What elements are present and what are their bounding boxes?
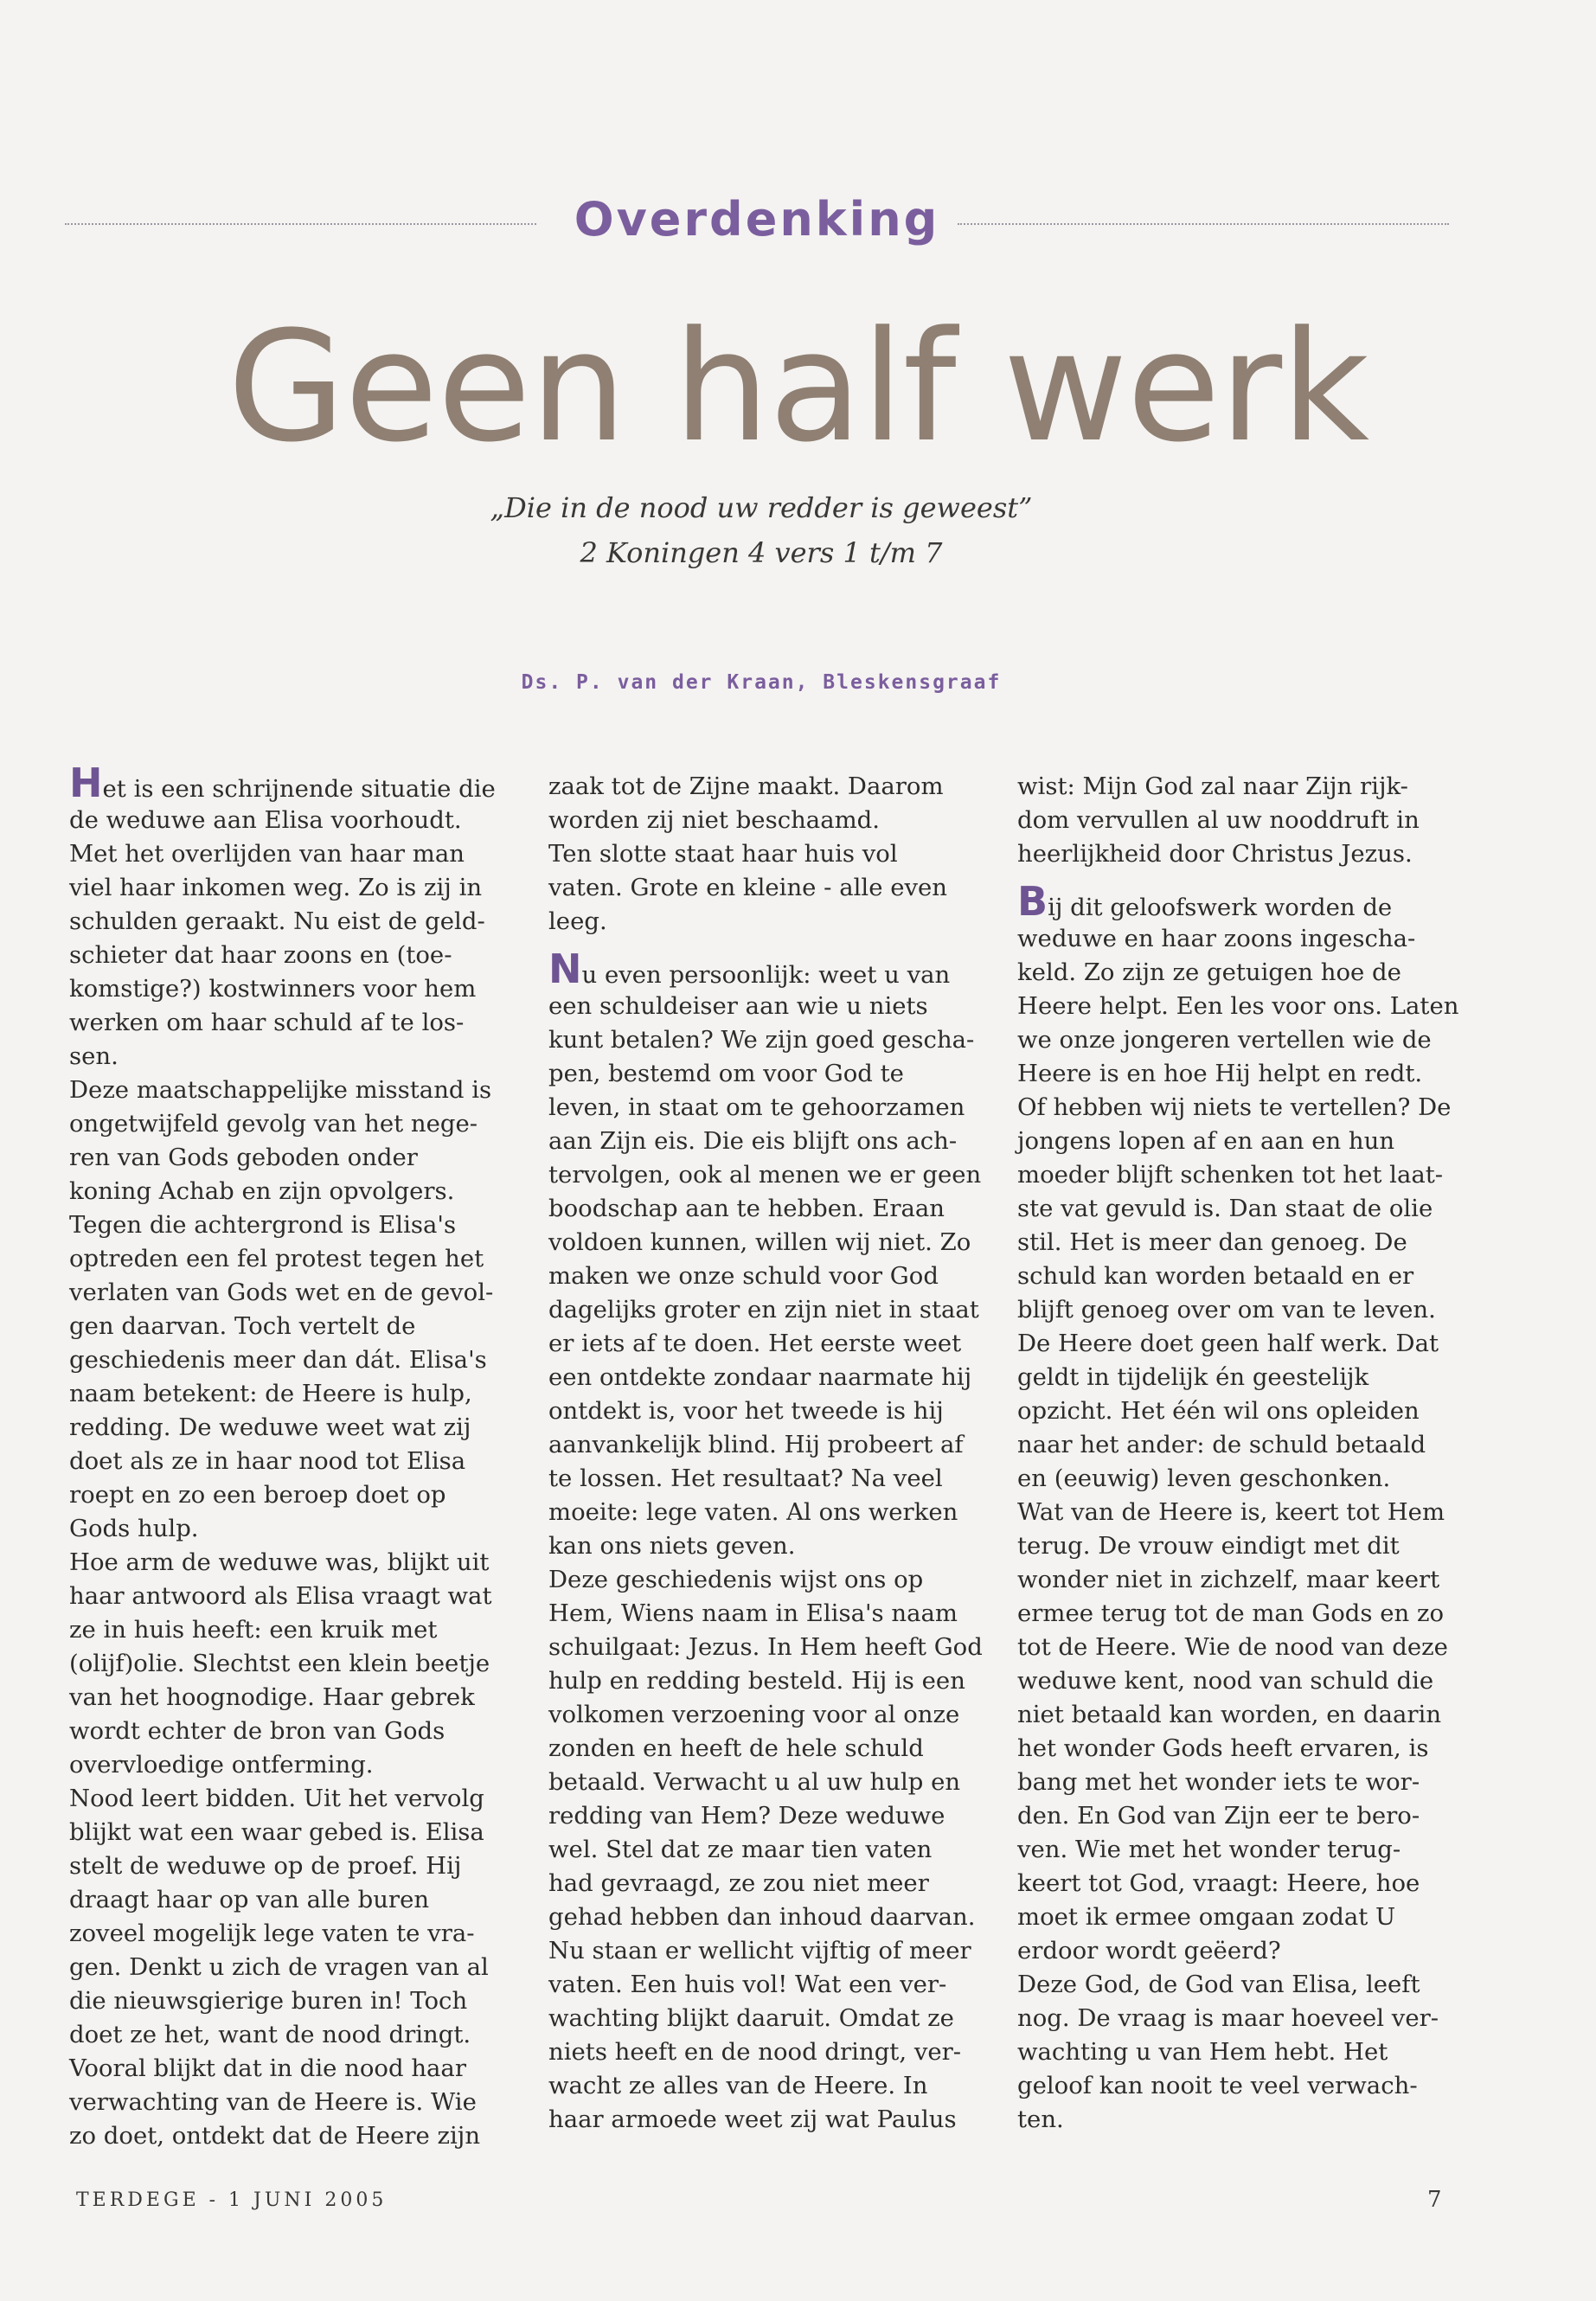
text-line [1017, 1867, 1467, 1900]
text-line [548, 1597, 998, 1631]
text-line [1017, 2035, 1467, 2069]
text-line-content: ij dit geloofswerk worden de [1048, 894, 1393, 921]
text-line-content: wordt echter de bron van Gods [69, 1717, 445, 1745]
text-line-content: leeg. [548, 907, 607, 935]
text-line [69, 1883, 519, 1917]
text-line-content: dagelijks groter en zijn niet in staat [548, 1296, 979, 1324]
article-paragraph [548, 945, 998, 2137]
publication-footer: TERDEGE - 1 JUNI 2005 [76, 2189, 388, 2211]
text-line-content: (olijf)olie. Slechtst een klein beetje [69, 1650, 490, 1677]
text-line-content: Nood leert bidden. Uit het vervolg [69, 1785, 484, 1812]
text-line-content: we onze jongeren vertellen wie de [1017, 1026, 1432, 1054]
text-line [69, 1546, 519, 1580]
text-line-content: boodschap aan te hebben. Eraan [548, 1195, 945, 1222]
text-line-content: naam betekent: de Heere is hulp, [69, 1380, 472, 1407]
text-line-content: wonder niet in zichzelf, maar keert [1017, 1566, 1440, 1593]
text-line-content: koning Achab en zijn opvolgers. [69, 1177, 455, 1205]
text-line [69, 1377, 519, 1411]
text-line [69, 1816, 519, 1849]
text-line-content: wel. Stel dat ze maar tien vaten [548, 1836, 933, 1863]
text-line-content: en (eeuwig) leven geschonken. [1017, 1465, 1391, 1492]
text-line-content: blijft genoeg over om van te leven. [1017, 1296, 1436, 1324]
text-line [548, 1023, 998, 1057]
text-line-content: viel haar inkomen weg. Zo is zij in [69, 874, 483, 901]
text-line-content: De Heere doet geen half werk. Dat [1017, 1330, 1439, 1357]
text-line-content: Nu staan er wellicht vijftig of meer [548, 1937, 971, 1965]
text-line-content: erdoor wordt geëerd? [1017, 1937, 1281, 1965]
text-line [69, 1074, 519, 1107]
text-line-content: den. En God van Zijn eer te bero- [1017, 1802, 1420, 1830]
text-line-content: ste vat gevuld is. Dan staat de olie [1017, 1195, 1433, 1222]
text-line-content: gen. Denkt u zich de vragen van al [69, 1953, 489, 1981]
text-line-content: jongens lopen af en aan en hun [1017, 1127, 1395, 1155]
text-line [548, 1361, 998, 1394]
text-line [548, 770, 998, 804]
text-line [69, 1951, 519, 1984]
text-line-content: Wat van de Heere is, keert tot Hem [1017, 1498, 1445, 1526]
text-line [69, 1310, 519, 1343]
text-line [1017, 804, 1467, 837]
dotted-rule-right [958, 223, 1449, 225]
text-line [1017, 1293, 1467, 1327]
text-column-1 [69, 760, 519, 2153]
text-line [1017, 1462, 1467, 1496]
text-line [69, 1984, 519, 2018]
text-line [548, 1158, 998, 1192]
text-line [548, 1462, 998, 1496]
text-line-content: ontdekt is, voor het tweede is hij [548, 1397, 944, 1425]
text-line [69, 1917, 519, 1951]
text-line [1017, 990, 1467, 1023]
text-line-content: ongetwijfeld gevolg van het nege- [69, 1110, 478, 1138]
text-line [548, 1394, 998, 1428]
text-line-content: wist: Mijn God zal naar Zijn rijk- [1017, 772, 1408, 800]
dotted-rule-left [65, 223, 536, 225]
text-line-content: weduwe en haar zoons ingescha- [1017, 925, 1416, 952]
text-line [69, 1478, 519, 1512]
text-line-content: terug. De vrouw eindigt met dit [1017, 1532, 1400, 1560]
text-line-content: een schuldeiser aan wie u niets [548, 992, 928, 1020]
article-paragraph [1017, 878, 1467, 2137]
text-line [69, 1208, 519, 1242]
text-line [1017, 1158, 1467, 1192]
text-line-content: niets heeft en de nood dringt, ver- [548, 2038, 962, 2066]
text-line-content: van het hoognodige. Haar gebrek [69, 1683, 475, 1711]
text-line [1017, 1091, 1467, 1125]
text-line [548, 1664, 998, 1698]
text-line [69, 1782, 519, 1816]
text-line [1017, 1968, 1467, 2002]
text-line-content: kunt betalen? We zijn goed gescha- [548, 1026, 975, 1054]
text-line [548, 2069, 998, 2103]
text-line [1017, 922, 1467, 956]
text-line-content: u even persoonlijk: weet u van [581, 961, 951, 989]
text-line-content: Of hebben wij niets te vertellen? De [1017, 1093, 1452, 1121]
text-line-content: haar antwoord als Elisa vraagt wat [69, 1582, 492, 1610]
text-line [548, 1833, 998, 1867]
text-line [1017, 1192, 1467, 1226]
text-line [548, 1529, 998, 1563]
text-line-content: keert tot God, vraagt: Heere, hoe [1017, 1869, 1420, 1897]
text-line [548, 1293, 998, 1327]
text-line-content: bang met het wonder iets te wor- [1017, 1768, 1420, 1796]
text-line-content: moeite: lege vaten. Al ons werken [548, 1498, 958, 1526]
text-line-content: nog. De vraag is maar hoeveel ver- [1017, 2004, 1439, 2032]
text-line-content: worden zij niet beschaamd. [548, 806, 881, 834]
text-line-content: vaten. Een huis vol! Wat een ver- [548, 1971, 947, 1998]
text-line [548, 1631, 998, 1664]
text-line [69, 760, 519, 806]
text-line [548, 1428, 998, 1462]
text-line [1017, 1631, 1467, 1664]
text-line [548, 2103, 998, 2137]
text-line [69, 1276, 519, 1310]
text-line [548, 1732, 998, 1766]
text-line-content: niet betaald kan worden, en daarin [1017, 1701, 1442, 1728]
text-line-content: maken we onze schuld voor God [548, 1262, 939, 1290]
text-line-content: Ten slotte staat haar huis vol [548, 840, 898, 868]
text-line-content: heerlijkheid door Christus Jezus. [1017, 840, 1413, 868]
text-line-content: roept en zo een beroep doet op [69, 1481, 446, 1509]
article-paragraph [1017, 770, 1467, 871]
text-line [1017, 770, 1467, 804]
text-line-content: werken om haar schuld af te los- [69, 1009, 465, 1036]
text-line [1017, 956, 1467, 990]
page-number: 7 [1427, 2187, 1442, 2213]
text-line-content: Deze geschiedenis wijst ons op [548, 1566, 924, 1593]
text-line [69, 1849, 519, 1883]
text-line-content: zonden en heeft de hele schuld [548, 1734, 924, 1762]
text-line [69, 1647, 519, 1681]
text-line [1017, 1226, 1467, 1259]
text-line [548, 1968, 998, 2002]
text-line-content: hulp en redding besteld. Hij is een [548, 1667, 965, 1695]
article-paragraph [548, 770, 998, 939]
text-line-content: Deze God, de God van Elisa, leeft [1017, 1971, 1420, 1998]
text-line-content: komstige?) kostwinners voor hem [69, 975, 477, 1003]
text-line [1017, 1597, 1467, 1631]
text-line [1017, 1732, 1467, 1766]
text-line-content: zaak tot de Zijne maakt. Daarom [548, 772, 944, 800]
text-line-content: ren van Gods geboden onder [69, 1144, 418, 1171]
text-line-content: wacht ze alles van de Heere. In [548, 2072, 928, 2099]
text-line-content: verwachting van de Heere is. Wie [69, 2088, 477, 2116]
text-line-content: geloof kan nooit te veel verwach- [1017, 2072, 1418, 2099]
text-line-content: weduwe kent, nood van schuld die [1017, 1667, 1434, 1695]
text-line-content: vaten. Grote en kleine - alle even [548, 874, 948, 901]
text-line-content: redding van Hem? Deze weduwe [548, 1802, 945, 1830]
text-line-content: doet als ze in haar nood tot Elisa [69, 1447, 466, 1475]
text-line-content: had gevraagd, ze zou niet meer [548, 1869, 929, 1897]
text-line [69, 1681, 519, 1715]
text-line [1017, 1125, 1467, 1158]
text-line [69, 1040, 519, 1074]
text-line [1017, 1327, 1467, 1361]
text-line [548, 1900, 998, 1934]
text-line [69, 1343, 519, 1377]
text-line-content: geschiedenis meer dan dát. Elisa's [69, 1346, 487, 1374]
text-line [1017, 1361, 1467, 1394]
text-line [1017, 2069, 1467, 2103]
text-line-content: doet ze het, want de nood dringt. [69, 2021, 471, 2048]
text-line-content: schuld kan worden betaald en er [1017, 1262, 1414, 1290]
text-line-content: et is een schrijnende situatie die [102, 775, 496, 803]
text-line [548, 1226, 998, 1259]
text-line [69, 804, 519, 837]
text-line-content: zo doet, ontdekt dat de Heere zijn [69, 2122, 481, 2150]
text-line-content: aanvankelijk blind. Hij probeert af [548, 1431, 964, 1458]
drop-cap: B [1017, 878, 1048, 925]
text-line-content: gen daarvan. Toch vertelt de [69, 1312, 416, 1340]
text-line [1017, 878, 1467, 925]
text-line [548, 1125, 998, 1158]
text-line-content: volkomen verzoening voor al onze [548, 1701, 960, 1728]
text-line [1017, 1529, 1467, 1563]
text-line-content: de weduwe aan Elisa voorhoudt. [69, 806, 462, 834]
text-line-content: Hem, Wiens naam in Elisa's naam [548, 1599, 958, 1627]
text-line-content: gehad hebben dan inhoud daarvan. [548, 1903, 976, 1931]
text-line-content: er iets af te doen. Het eerste weet [548, 1330, 962, 1357]
text-line [69, 1006, 519, 1040]
text-line [548, 945, 998, 992]
text-line-content: draagt haar op van alle buren [69, 1886, 430, 1913]
text-line-content: keld. Zo zijn ze getuigen hoe de [1017, 958, 1401, 986]
text-line-content: tot de Heere. Wie de nood van deze [1017, 1633, 1448, 1661]
text-line [1017, 2103, 1467, 2137]
text-line [1017, 1934, 1467, 1968]
text-line-content: kan ons niets geven. [548, 1532, 796, 1560]
article-paragraph [69, 760, 519, 2153]
text-line [1017, 1057, 1467, 1091]
drop-cap: N [548, 945, 582, 992]
text-line-content: ven. Wie met het wonder terug- [1017, 1836, 1401, 1863]
text-line [548, 804, 998, 837]
section-header [65, 192, 1449, 253]
text-line [548, 1799, 998, 1833]
text-line-content: blijkt wat een waar gebed is. Elisa [69, 1818, 484, 1846]
text-line [69, 1411, 519, 1445]
text-line-content: een ontdekte zondaar naarmate hij [548, 1363, 972, 1391]
text-line [1017, 1259, 1467, 1293]
text-line-content: Met het overlijden van haar man [69, 840, 465, 868]
text-line [69, 1141, 519, 1175]
text-line [69, 1445, 519, 1478]
text-line-content: overvloedige ontferming. [69, 1751, 374, 1779]
text-line [69, 2119, 519, 2153]
text-line [548, 1563, 998, 1597]
text-line [548, 990, 998, 1023]
drop-cap: H [69, 760, 103, 806]
text-line [69, 837, 519, 871]
text-line [548, 1327, 998, 1361]
text-line-content: te lossen. Het resultaat? Na veel [548, 1465, 943, 1492]
text-line-content: pen, bestemd om voor God te [548, 1060, 904, 1087]
text-line-content: Heere is en hoe Hij helpt en redt. [1017, 1060, 1423, 1087]
text-line [69, 1580, 519, 1613]
text-line [69, 1715, 519, 1748]
text-line-content: leven, in staat om te gehoorzamen [548, 1093, 965, 1121]
text-line [548, 1192, 998, 1226]
text-line-content: betaald. Verwacht u al uw hulp en [548, 1768, 961, 1796]
text-line-content: ten. [1017, 2106, 1064, 2133]
text-line-content: Deze maatschappelijke misstand is [69, 1076, 492, 1104]
page-title: Geen half werk [227, 298, 1369, 476]
text-line [1017, 1698, 1467, 1732]
text-line-content: schieter dat haar zoons en (toe- [69, 941, 452, 969]
text-line [548, 1091, 998, 1125]
text-line-content: wachting blijkt daaruit. Omdat ze [548, 2004, 954, 2032]
text-line [1017, 1833, 1467, 1867]
text-line-content: moet ik ermee omgaan zodat U [1017, 1903, 1396, 1931]
text-line [1017, 1023, 1467, 1057]
text-line-content: aan Zijn eis. Die eis blijft ons ach- [548, 1127, 958, 1155]
text-line-content: die nieuwsgierige buren in! Toch [69, 1987, 468, 2015]
text-line-content: verlaten van Gods wet en de gevol- [69, 1279, 494, 1306]
text-line-content: geldt in tijdelijk én geestelijk [1017, 1363, 1369, 1391]
scripture-quote: „Die in de nood uw redder is geweest” [490, 491, 1033, 524]
text-line-content: dom vervullen al uw nooddruft in [1017, 806, 1420, 834]
text-line-content: naar het ander: de schuld betaald [1017, 1431, 1426, 1458]
text-line [548, 2035, 998, 2069]
section-label: Overdenking [574, 192, 940, 247]
text-line [1017, 1799, 1467, 1833]
text-line [548, 871, 998, 905]
text-line [548, 1934, 998, 1968]
text-column-3 [1017, 770, 1467, 2137]
text-line-content: Hoe arm de weduwe was, blijkt uit [69, 1548, 490, 1576]
text-line-content: wachting u van Hem hebt. Het [1017, 2038, 1388, 2066]
text-line [69, 972, 519, 1006]
text-line [1017, 837, 1467, 871]
text-line [548, 1057, 998, 1091]
text-line [548, 837, 998, 871]
text-line [1017, 1563, 1467, 1597]
text-line-content: redding. De weduwe weet wat zij [69, 1413, 471, 1441]
text-line [69, 1748, 519, 1782]
text-line [69, 905, 519, 939]
text-line-content: ermee terug tot de man Gods en zo [1017, 1599, 1445, 1627]
text-line-content: ze in huis heeft: een kruik met [69, 1616, 438, 1644]
text-line [69, 2052, 519, 2086]
scripture-reference: 2 Koningen 4 vers 1 t/m 7 [580, 536, 943, 569]
text-line [1017, 1496, 1467, 1529]
text-line [1017, 1900, 1467, 1934]
text-line [548, 1698, 998, 1732]
text-line [69, 1242, 519, 1276]
text-line [69, 1175, 519, 1208]
text-line [1017, 1394, 1467, 1428]
text-line-content: schulden geraakt. Nu eist de geld- [69, 907, 485, 935]
text-line [1017, 1664, 1467, 1698]
text-line-content: voldoen kunnen, willen wij niet. Zo [548, 1228, 971, 1256]
text-line-content: Heere helpt. Een les voor ons. Laten [1017, 992, 1459, 1020]
text-line [548, 2002, 998, 2035]
text-line [548, 1766, 998, 1799]
text-line-content: moeder blijft schenken tot het laat- [1017, 1161, 1444, 1189]
text-line [69, 1512, 519, 1546]
text-line [548, 1867, 998, 1900]
text-line-content: zoveel mogelijk lege vaten te vra- [69, 1920, 475, 1947]
text-line-content: schuilgaat: Jezus. In Hem heeft God [548, 1633, 983, 1661]
text-line [69, 1107, 519, 1141]
text-line [69, 1613, 519, 1647]
text-line [548, 905, 998, 939]
text-line-content: Vooral blijkt dat in die nood haar [69, 2054, 466, 2082]
text-line-content: tervolgen, ook al menen we er geen [548, 1161, 982, 1189]
text-line [69, 2018, 519, 2052]
paragraph-gap [548, 939, 998, 956]
text-line [1017, 1766, 1467, 1799]
author-byline: Ds. P. van der Kraan, Bleskensgraaf [521, 671, 1002, 694]
text-line-content: Gods hulp. [69, 1515, 199, 1542]
text-line-content: haar armoede weet zij wat Paulus [548, 2106, 957, 2133]
text-line-content: stil. Het is meer dan genoeg. De [1017, 1228, 1407, 1256]
text-line-content: Tegen die achtergrond is Elisa's [69, 1211, 457, 1239]
text-line [1017, 2002, 1467, 2035]
text-line [548, 1259, 998, 1293]
text-line-content: opzicht. Het één wil ons opleiden [1017, 1397, 1420, 1425]
text-column-2 [548, 770, 998, 2137]
text-line [69, 871, 519, 905]
paragraph-gap [1017, 871, 1467, 888]
text-line-content: stelt de weduwe op de proef. Hij [69, 1852, 462, 1880]
text-line-content: het wonder Gods heeft ervaren, is [1017, 1734, 1429, 1762]
text-line [69, 939, 519, 972]
text-line [1017, 1428, 1467, 1462]
text-line-content: optreden een fel protest tegen het [69, 1245, 484, 1272]
text-line [69, 2086, 519, 2119]
text-line [548, 1496, 998, 1529]
text-line-content: sen. [69, 1042, 119, 1070]
